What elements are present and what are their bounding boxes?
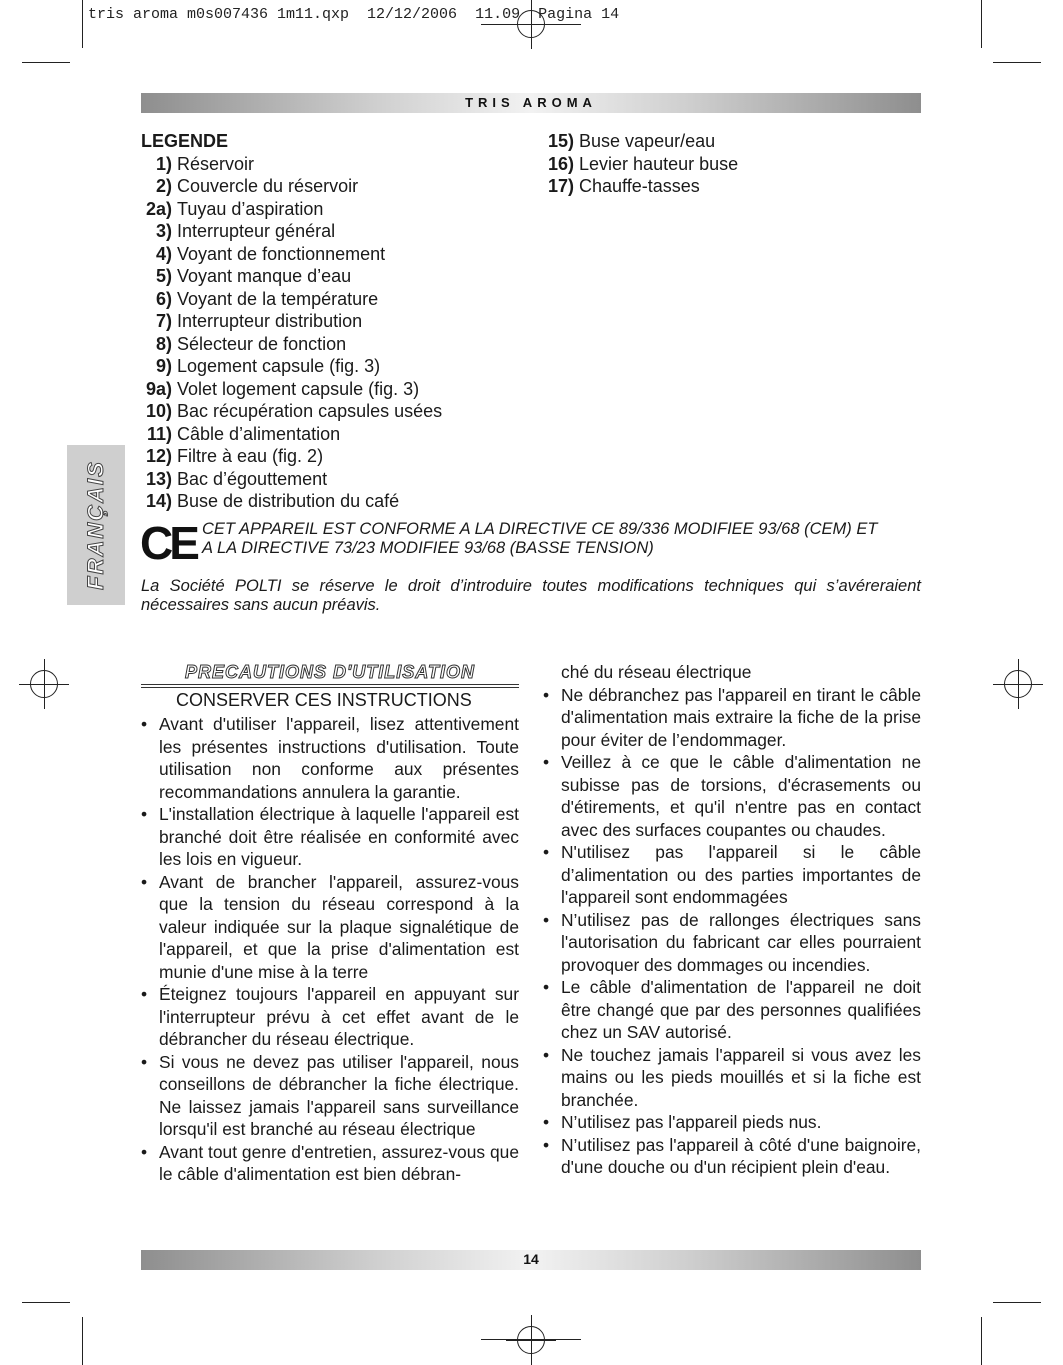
- legend-item: [141, 333, 442, 356]
- precaution-item: • N’utilisez pas l'appareil pieds nus.: [543, 1111, 921, 1134]
- crop-mark: [481, 24, 581, 25]
- language-tab-label: FRANÇAIS: [83, 460, 108, 590]
- legend-label: Interrupteur distribution: [177, 311, 363, 331]
- legend-item: [141, 445, 442, 468]
- legend-title: LEGENDE: [141, 131, 229, 151]
- crop-mark: [993, 1302, 1041, 1303]
- ce-mark-logo: CE: [140, 517, 196, 569]
- registration-mark: [30, 670, 58, 698]
- precautions-column-right: [543, 661, 921, 1179]
- legend-num: 13): [145, 468, 172, 489]
- legend-num: 2): [155, 176, 172, 196]
- legend-label: Levier hauteur buse: [579, 153, 739, 174]
- ce-line-2: A LA DIRECTIVE 73/23 MODIFIEE 93/68 (BASSE TENSION): [202, 539, 654, 557]
- legend-num: 11): [146, 423, 172, 444]
- legend-label: Voyant manque d’eau: [177, 266, 352, 286]
- legend-num: 17): [548, 176, 575, 196]
- legend-num: 12): [145, 446, 172, 466]
- crop-mark: [981, 0, 982, 48]
- crop-mark: [22, 1302, 70, 1303]
- precaution-continuation: ché du réseau électrique: [561, 662, 752, 682]
- legend-item: [141, 175, 442, 198]
- precaution-item: • Éteignez toujours l'appareil en appuyant sur l'interrupteur prévu à cet effet avant de le débrancher du réseau électrique.: [141, 983, 519, 1051]
- precaution-item: • N’utilisez pas l'appareil à côté d'une baignoire, d'une douche ou d'un récipient plein d'eau.: [543, 1134, 921, 1179]
- precaution-item: • Avant de brancher l'appareil, assurez-vous que la tension du réseau correspond à la valeur indiquée sur la plaque signalétique de l'appareil, et que la prise d'alimentation est munie d'une mise à la terre: [141, 871, 519, 984]
- legend-num: 9a): [145, 378, 172, 399]
- crop-mark: [993, 62, 1041, 63]
- legend: [141, 130, 442, 513]
- legend-num: 14): [145, 491, 172, 511]
- legend-num: 16): [548, 153, 575, 174]
- legend-item: [141, 355, 442, 378]
- precaution-item: • N’utilisez pas de rallonges électriques sans l'autorisation du fabricant car elles pourraient provoquer des dommages ou incendies.: [543, 909, 921, 977]
- legend-item: [141, 423, 442, 446]
- title-rule: [141, 684, 519, 685]
- legend-num: 8): [155, 333, 172, 354]
- legend-continued: [548, 130, 738, 198]
- legend-item: [548, 130, 738, 153]
- legend-label: Buse de distribution du café: [177, 491, 400, 511]
- legend-label: Réservoir: [177, 153, 255, 174]
- legend-label: Couvercle du réservoir: [177, 176, 359, 196]
- legend-num: 5): [155, 266, 172, 286]
- precautions-subtitle: CONSERVER CES INSTRUCTIONS: [176, 690, 472, 710]
- precaution-item: • N'utilisez pas l'appareil si le câble d’alimentation ou des parties importantes de l'appareil sont endommagées: [543, 841, 921, 909]
- precautions-title: PRECAUTIONS D'UTILISATION: [185, 662, 475, 682]
- legend-label: Bac d’égouttement: [177, 468, 328, 489]
- crop-mark: [82, 1317, 83, 1365]
- ce-line-1: CET APPAREIL EST CONFORME A LA DIRECTIVE CE 89/336 MODIFIEE 93/68 (CEM) ET: [202, 520, 878, 538]
- legend-item: [548, 175, 738, 198]
- legend-label: Volet logement capsule (fig. 3): [177, 378, 420, 399]
- legend-num: 3): [155, 221, 172, 241]
- crop-mark: [82, 0, 83, 48]
- legend-label: Voyant de fonctionnement: [177, 243, 386, 264]
- legend-item: [141, 310, 442, 333]
- legend-item: [141, 198, 442, 221]
- legend-label: Logement capsule (fig. 3): [177, 356, 381, 376]
- legend-num: 4): [155, 243, 172, 264]
- precautions-column-left: [141, 713, 519, 1186]
- legend-item: [141, 265, 442, 288]
- legend-item: [548, 153, 738, 176]
- registration-mark: [1004, 670, 1032, 698]
- precaution-item: • Avant d'utiliser l'appareil, lisez attentivement les présentes instructions d'utilisation. Toute utilisation non conforme aux présentes recommandations annulera la garantie.: [141, 713, 519, 803]
- crop-mark: [481, 1339, 581, 1340]
- legend-item: [141, 243, 442, 266]
- crop-mark: [981, 1317, 982, 1365]
- legend-num: 15): [548, 131, 575, 151]
- legend-num: 2a): [145, 198, 172, 219]
- header-bar: [141, 93, 921, 113]
- legend-num: 1): [155, 153, 172, 174]
- page-number: 14: [523, 1251, 539, 1267]
- precaution-item: • Le câble d'alimentation de l'appareil ne doit être changé que par des personnes qualifiées chez un SAV autorisé.: [543, 976, 921, 1044]
- legend-label: Buse vapeur/eau: [579, 131, 716, 151]
- title-rule: [141, 687, 519, 688]
- legend-item: [141, 490, 442, 513]
- ce-conformity-text: [202, 520, 922, 558]
- precaution-item: • Ne touchez jamais l'appareil si vous avez les mains ou les pieds mouillés et si la fiche est branchée.: [543, 1044, 921, 1112]
- print-slug: tris aroma m0s007436 1m11.qxp 12/12/2006 11.09 Pagina 14: [88, 6, 620, 23]
- legend-item: [141, 468, 442, 491]
- legend-num: 7): [155, 311, 172, 331]
- legend-label: Bac récupération capsules usées: [177, 401, 443, 421]
- legend-label: Interrupteur général: [177, 221, 336, 241]
- precaution-item: • Veillez à ce que le câble d'alimentation ne subisse pas de torsions, d'écrasements ou d'étirements, et qu'il n'entre pas en contact avec des surfaces coupantes ou chaudes.: [543, 751, 921, 841]
- legend-num: 6): [155, 288, 172, 309]
- registration-mark: [517, 1326, 545, 1354]
- reserve-notice: La Société POLTI se réserve le droit d’introduire toutes modifications techniques qui s’avéreraient nécessaires sans aucun préavis.: [141, 577, 921, 614]
- crop-mark: [22, 62, 70, 63]
- legend-label: Câble d’alimentation: [177, 423, 341, 444]
- legend-item: [141, 153, 442, 176]
- legend-num: 9): [155, 356, 172, 376]
- legend-item: [141, 378, 442, 401]
- precaution-item: • Si vous ne devez pas utiliser l'appareil, nous conseillons de débrancher la fiche électrique. Ne laissez jamais l'appareil sans surveillance lorsqu'il est branché au réseau électrique: [141, 1051, 519, 1141]
- legend-label: Filtre à eau (fig. 2): [177, 446, 324, 466]
- legend-item: [141, 400, 442, 423]
- legend-num: 10): [145, 401, 172, 421]
- header-title: TRIS AROMA: [465, 95, 597, 110]
- footer-bar: [141, 1250, 921, 1270]
- legend-item: [141, 288, 442, 311]
- language-tab: [67, 445, 125, 605]
- precaution-item: • Avant tout genre d'entretien, assurez-vous que le câble d'alimentation est bien débran-: [141, 1141, 519, 1186]
- precaution-item: • Ne débranchez pas l'appareil en tirant le câble d'alimentation mais extraire la fiche de la prise pour éviter de l’endommager.: [543, 684, 921, 752]
- legend-label: Voyant de la température: [177, 288, 379, 309]
- legend-label: Tuyau d’aspiration: [177, 198, 324, 219]
- legend-item: [141, 220, 442, 243]
- legend-label: Sélecteur de fonction: [177, 333, 347, 354]
- legend-label: Chauffe-tasses: [579, 176, 700, 196]
- precaution-item: • L'installation électrique à laquelle l'appareil est branché doit être réalisée en conformité avec les lois en vigueur.: [141, 803, 519, 871]
